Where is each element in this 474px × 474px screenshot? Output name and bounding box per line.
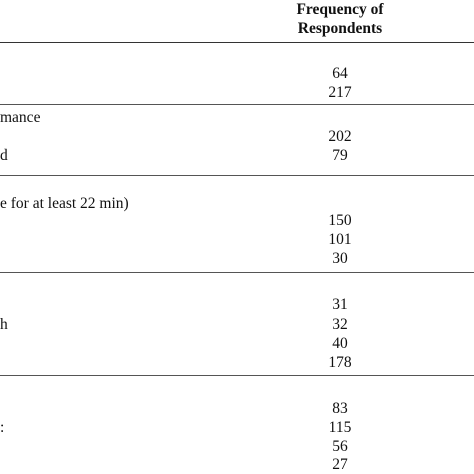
row-label-fragment: e for at least 22 min) <box>0 195 129 212</box>
table-cell-value: 83 <box>332 400 348 417</box>
table-cell-value: 115 <box>328 419 352 436</box>
table-cell-value: 56 <box>332 438 348 455</box>
table-cell-value: 150 <box>328 212 352 229</box>
row-label-fragment: : <box>0 419 5 436</box>
table-cell-value: 40 <box>332 335 348 352</box>
table-cell-value: 30 <box>332 250 348 267</box>
section-divider <box>0 272 474 273</box>
row-label-fragment: d <box>0 147 8 164</box>
column-header-frequency <box>285 0 395 38</box>
row-label-fragment: h <box>0 316 8 333</box>
table-cell-value: 202 <box>328 128 352 145</box>
section-divider <box>0 175 474 176</box>
section-divider <box>0 375 474 376</box>
column-header-line-1: Frequency of <box>296 1 384 18</box>
column-header-line-2: Respondents <box>297 20 383 37</box>
table-cell-value: 32 <box>332 316 348 333</box>
row-label-fragment: mance <box>0 109 41 126</box>
table-cell-value: 27 <box>332 456 348 473</box>
section-divider <box>0 104 474 105</box>
table-cell-value: 101 <box>328 231 352 248</box>
header-rule <box>0 42 474 43</box>
table-cell-value: 64 <box>332 65 348 82</box>
table-cell-value: 79 <box>332 147 348 164</box>
table-cell-value: 217 <box>328 84 352 101</box>
table-cell-value: 178 <box>328 354 352 371</box>
table-cell-value: 31 <box>332 296 348 313</box>
